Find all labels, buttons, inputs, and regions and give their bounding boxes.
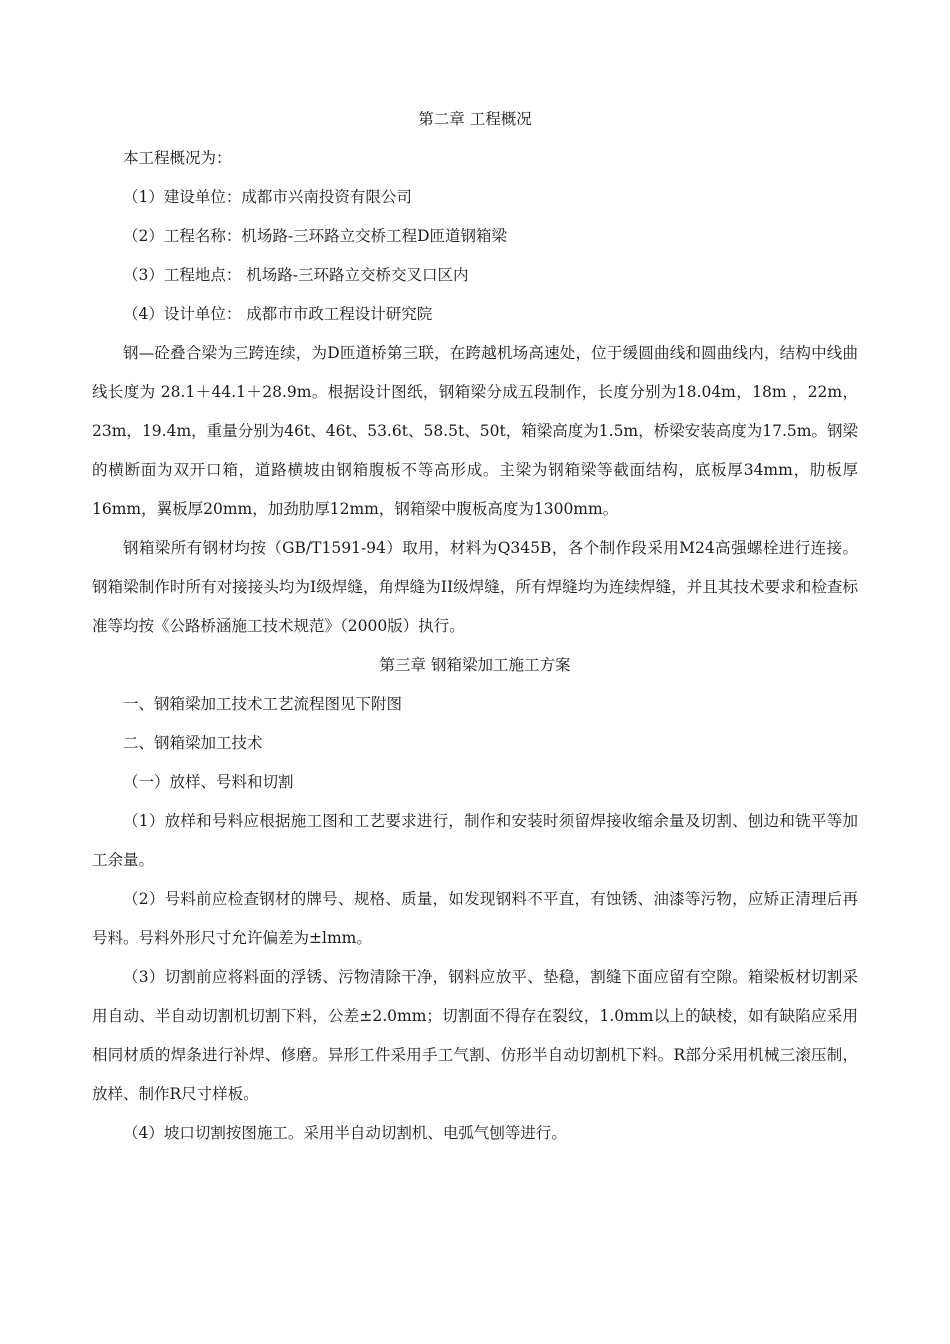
chapter2-intro: 本工程概况为： xyxy=(123,149,232,167)
steel-material-paragraph: 钢箱梁所有钢材均按（GB/T1591-94）取用，材料为Q345B，各个制作段采用M24高强螺栓进行连接。钢箱梁制作时所有对接接头均为I级焊缝，角焊缝为II级焊缝，所有焊缝均为连续焊缝，并且其技术要求和检查标准等均按《公路桥涵施工技术规范》（2000版）执行。 xyxy=(92,539,858,635)
project-item-builder: （1）建设单位：成都市兴南投资有限公司 xyxy=(123,188,412,206)
chapter2-title: 第二章 工程概况 xyxy=(418,110,532,128)
chapter3-title: 第三章 钢箱梁加工施工方案 xyxy=(379,656,571,674)
subsection-layout-cutting: （一）放样、号料和切割 xyxy=(123,773,294,791)
project-item-name: （2）工程名称：机场路-三环路立交桥工程D匝道钢箱梁 xyxy=(123,227,508,245)
layout-paragraph-3: （3）切割前应将料面的浮锈、污物清除干净，钢料应放平、垫稳，割缝下面应留有空隙。箱梁板材切割采用自动、半自动切割机切割下料，公差±2.0mm；切割面不得存在裂纹，1.0mm以上的缺棱，如有缺陷应采用相同材质的焊条进行补焊、修磨。异形工件采用手工气割、仿形半自动切割机下料。R部分采用机械三滚压制，放样、制作R尺寸样板。 xyxy=(92,968,858,1103)
project-item-location: （3）工程地点： 机场路-三环路立交桥交叉口区内 xyxy=(123,266,469,284)
project-description-paragraph: 钢—砼叠合梁为三跨连续，为D匝道桥第三联，在跨越机场高速处，位于缓圆曲线和圆曲线内，结构中线曲线长度为 28.1＋44.1＋28.9m。根据设计图纸，钢箱梁分成五段制作，长度分别为18.04m，18m ，22m，23m，19.4m，重量分别为46t、46t、53.6t、58.5t、50t，箱梁高度为1.5m，桥梁安装高度为17.5m。钢梁的横断面为双开口箱，道路横坡由钢箱腹板不等高形成。主梁为钢箱梁等截面结构，底板厚34mm，肋板厚16mm，翼板厚20mm，加劲肋厚12mm，钢箱梁中腹板高度为1300mm。 xyxy=(92,344,858,518)
layout-paragraph-2: （2）号料前应检查钢材的牌号、规格、质量，如发现钢料不平直，有蚀锈、油漆等污物，应矫正清理后再号料。号料外形尺寸允许偏差为±lmm。 xyxy=(92,890,858,947)
section-process-flow: 一、钢箱梁加工技术工艺流程图见下附图 xyxy=(123,695,403,713)
layout-paragraph-1: （1）放样和号料应根据施工图和工艺要求进行，制作和安装时须留焊接收缩余量及切割、刨边和铣平等加工余量。 xyxy=(92,812,858,869)
section-processing-technique: 二、钢箱梁加工技术 xyxy=(123,734,263,752)
project-item-designer: （4）设计单位： 成都市市政工程设计研究院 xyxy=(123,305,433,323)
document-page xyxy=(92,100,858,1153)
layout-paragraph-4: （4）坡口切割按图施工。采用半自动切割机、电弧气刨等进行。 xyxy=(123,1124,567,1142)
